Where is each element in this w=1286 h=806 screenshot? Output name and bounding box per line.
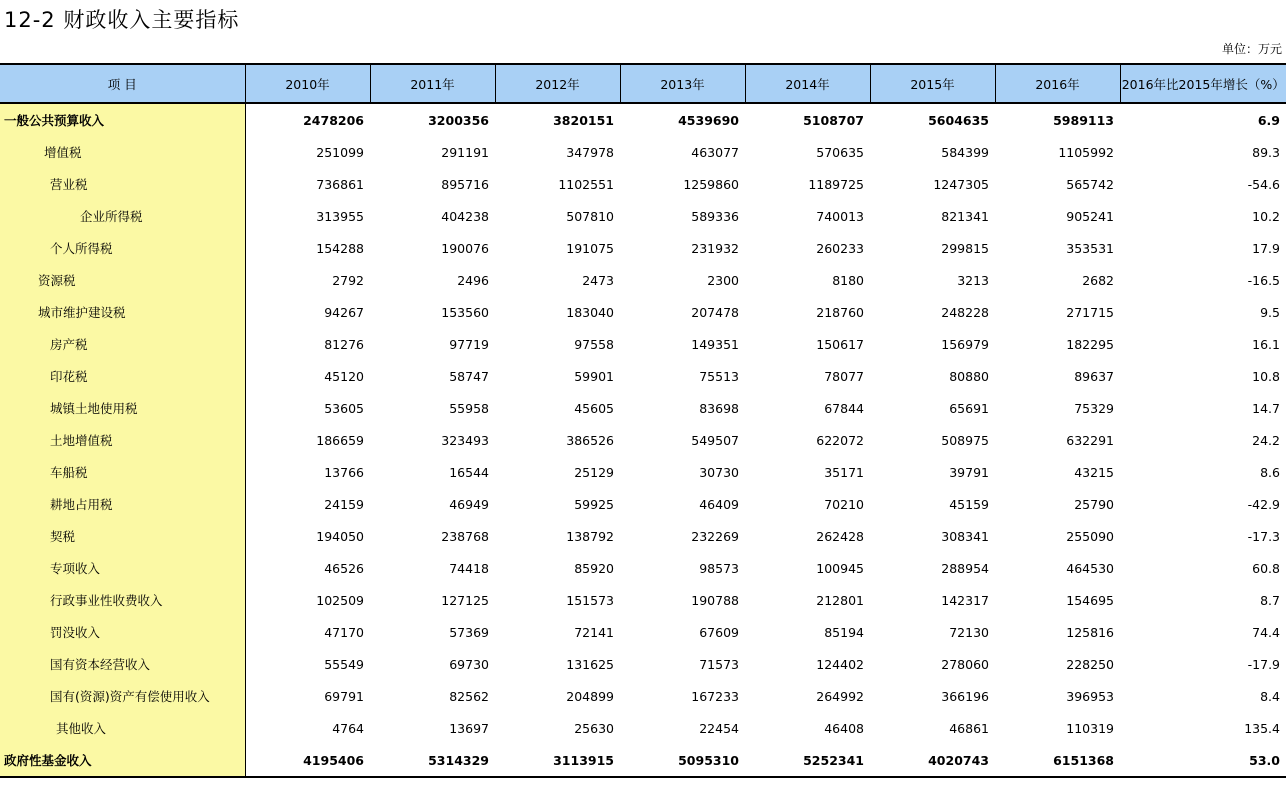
- row-label: 营业税: [50, 177, 88, 192]
- value-cell: 110319: [1066, 720, 1114, 736]
- header-row: [0, 64, 1286, 103]
- table-body: [0, 103, 1286, 777]
- header-2010: 2010年: [245, 64, 370, 103]
- growth-cell: 74.4: [1252, 624, 1280, 640]
- value-cell: 228250: [1066, 656, 1114, 672]
- value-cell: 55958: [449, 400, 489, 416]
- row-label: 企业所得税: [80, 209, 143, 224]
- value-cell: 194050: [316, 528, 364, 544]
- row-label-cell: [0, 616, 245, 648]
- value-cell: 507810: [566, 208, 614, 224]
- table-row: [0, 680, 1286, 712]
- value-cell: 183040: [566, 304, 614, 320]
- value-cell: 3820151: [553, 112, 614, 128]
- value-cell: 251099: [316, 144, 364, 160]
- value-cell: 13697: [449, 720, 489, 736]
- row-label-cell: [0, 552, 245, 584]
- value-cell: 190788: [691, 592, 739, 608]
- value-cell: 43215: [1074, 464, 1114, 480]
- value-cell: 278060: [941, 656, 989, 672]
- value-cell: 82562: [449, 688, 489, 704]
- value-cell: 22454: [699, 720, 739, 736]
- growth-cell: 10.2: [1252, 208, 1280, 224]
- value-cell: 299815: [941, 240, 989, 256]
- value-cell: 47170: [324, 624, 364, 640]
- value-cell: 30730: [699, 464, 739, 480]
- value-cell: 191075: [566, 240, 614, 256]
- value-cell: 5095310: [620, 744, 745, 777]
- value-cell: 142317: [941, 592, 989, 608]
- value-cell: 190076: [441, 240, 489, 256]
- value-cell: 35171: [824, 464, 864, 480]
- value-cell: 89637: [1074, 368, 1114, 384]
- value-cell: 736861: [316, 176, 364, 192]
- value-cell: 154288: [316, 240, 364, 256]
- value-cell: 212801: [816, 592, 864, 608]
- row-label: 城市维护建设税: [38, 305, 126, 320]
- value-cell: 78077: [824, 368, 864, 384]
- value-cell: 83698: [699, 400, 739, 416]
- value-cell: 138792: [566, 528, 614, 544]
- value-cell: 463077: [691, 144, 739, 160]
- value-cell: 2300: [707, 272, 739, 288]
- value-cell: 39791: [949, 464, 989, 480]
- growth-cell: 6.9: [1257, 112, 1280, 128]
- value-cell: 895716: [441, 176, 489, 192]
- row-label: 增值税: [44, 145, 82, 160]
- growth-cell: 60.8: [1252, 560, 1280, 576]
- row-label-cell: [0, 232, 245, 264]
- value-cell: 1259860: [683, 176, 739, 192]
- value-cell: 5989113: [1053, 112, 1114, 128]
- value-cell: 100945: [816, 560, 864, 576]
- value-cell: 70210: [824, 496, 864, 512]
- value-cell: 3200356: [428, 112, 489, 128]
- growth-cell: 89.3: [1252, 144, 1280, 160]
- header-2015: 2015年: [870, 64, 995, 103]
- header-2013: 2013年: [620, 64, 745, 103]
- value-cell: 46861: [949, 720, 989, 736]
- value-cell: 1102551: [558, 176, 614, 192]
- row-label: 罚没收入: [50, 625, 101, 640]
- value-cell: 396953: [1066, 688, 1114, 704]
- value-cell: 81276: [324, 336, 364, 352]
- value-cell: 94267: [324, 304, 364, 320]
- table-row: [0, 168, 1286, 200]
- table-row: [0, 424, 1286, 456]
- unit-label: 单位：万元: [1221, 42, 1282, 56]
- value-cell: 740013: [816, 208, 864, 224]
- table-row: [0, 328, 1286, 360]
- value-cell: 97558: [574, 336, 614, 352]
- header-2014: 2014年: [745, 64, 870, 103]
- value-cell: 102509: [316, 592, 364, 608]
- growth-cell: -17.9: [1247, 656, 1280, 672]
- value-cell: 25790: [1074, 496, 1114, 512]
- value-cell: 58747: [449, 368, 489, 384]
- value-cell: 16544: [449, 464, 489, 480]
- row-label: 其他收入: [56, 721, 107, 736]
- value-cell: 232269: [691, 528, 739, 544]
- header-2011: 2011年: [370, 64, 495, 103]
- value-cell: 46949: [449, 496, 489, 512]
- value-cell: 97719: [449, 336, 489, 352]
- value-cell: 45605: [574, 400, 614, 416]
- value-cell: 5252341: [745, 744, 870, 777]
- growth-cell: 8.7: [1260, 592, 1280, 608]
- value-cell: 549507: [691, 432, 739, 448]
- value-cell: 4539690: [678, 112, 739, 128]
- value-cell: 821341: [941, 208, 989, 224]
- value-cell: 5604635: [928, 112, 989, 128]
- table-row: [0, 488, 1286, 520]
- value-cell: 313955: [316, 208, 364, 224]
- table-row: [0, 360, 1286, 392]
- row-label: 耕地占用税: [50, 497, 113, 512]
- value-cell: 905241: [1066, 208, 1114, 224]
- value-cell: 24159: [324, 496, 364, 512]
- value-cell: 125816: [1066, 624, 1114, 640]
- row-label-cell: [0, 712, 245, 744]
- value-cell: 69791: [324, 688, 364, 704]
- growth-cell: 135.4: [1244, 720, 1280, 736]
- value-cell: 46526: [324, 560, 364, 576]
- value-cell: 25129: [574, 464, 614, 480]
- value-cell: 3113915: [495, 744, 620, 777]
- growth-cell: -54.6: [1247, 176, 1280, 192]
- row-label: 行政事业性收费收入: [50, 593, 163, 608]
- value-cell: 565742: [1066, 176, 1114, 192]
- value-cell: 150617: [816, 336, 864, 352]
- row-label-cell: [0, 744, 245, 777]
- table-row: [0, 744, 1286, 777]
- row-label-cell: [0, 488, 245, 520]
- value-cell: 5108707: [803, 112, 864, 128]
- row-label-cell: [0, 360, 245, 392]
- row-label: 土地增值税: [50, 433, 113, 448]
- value-cell: 156979: [941, 336, 989, 352]
- table-row: [0, 136, 1286, 168]
- header-2012: 2012年: [495, 64, 620, 103]
- value-cell: 464530: [1066, 560, 1114, 576]
- row-label: 专项收入: [50, 561, 101, 576]
- value-cell: 85920: [574, 560, 614, 576]
- row-label: 一般公共预算收入: [4, 113, 105, 128]
- value-cell: 622072: [816, 432, 864, 448]
- value-cell: 262428: [816, 528, 864, 544]
- fiscal-revenue-table: [0, 63, 1286, 778]
- row-label: 国有资本经营收入: [50, 657, 151, 672]
- growth-cell: 14.7: [1252, 400, 1280, 416]
- value-cell: 2473: [582, 272, 614, 288]
- value-cell: 124402: [816, 656, 864, 672]
- value-cell: 6151368: [995, 744, 1120, 777]
- row-label: 房产税: [50, 337, 88, 352]
- header-2016: 2016年: [995, 64, 1120, 103]
- growth-cell: 17.9: [1252, 240, 1280, 256]
- value-cell: 13766: [324, 464, 364, 480]
- value-cell: 85194: [824, 624, 864, 640]
- value-cell: 4764: [332, 720, 364, 736]
- row-label: 资源税: [38, 273, 76, 288]
- value-cell: 386526: [566, 432, 614, 448]
- value-cell: 204899: [566, 688, 614, 704]
- value-cell: 75329: [1074, 400, 1114, 416]
- growth-cell: -42.9: [1247, 496, 1280, 512]
- value-cell: 153560: [441, 304, 489, 320]
- value-cell: 1247305: [933, 176, 989, 192]
- table-row: [0, 616, 1286, 648]
- table-title: 12-2 财政收入主要指标: [4, 8, 240, 32]
- table-row: [0, 232, 1286, 264]
- growth-cell: 53.0: [1120, 744, 1286, 777]
- value-cell: 131625: [566, 656, 614, 672]
- value-cell: 5314329: [370, 744, 495, 777]
- value-cell: 323493: [441, 432, 489, 448]
- value-cell: 2792: [332, 272, 364, 288]
- value-cell: 4020743: [870, 744, 995, 777]
- row-label-cell: [0, 296, 245, 328]
- value-cell: 45120: [324, 368, 364, 384]
- value-cell: 59901: [574, 368, 614, 384]
- row-label-cell: [0, 456, 245, 488]
- value-cell: 291191: [441, 144, 489, 160]
- row-label-cell: [0, 200, 245, 232]
- value-cell: 3213: [957, 272, 989, 288]
- value-cell: 72130: [949, 624, 989, 640]
- value-cell: 53605: [324, 400, 364, 416]
- row-label: 契税: [50, 529, 76, 544]
- growth-cell: 24.2: [1252, 432, 1280, 448]
- value-cell: 271715: [1066, 304, 1114, 320]
- value-cell: 149351: [691, 336, 739, 352]
- value-cell: 167233: [691, 688, 739, 704]
- value-cell: 231932: [691, 240, 739, 256]
- value-cell: 67844: [824, 400, 864, 416]
- growth-cell: -16.5: [1247, 272, 1280, 288]
- value-cell: 65691: [949, 400, 989, 416]
- value-cell: 288954: [941, 560, 989, 576]
- row-label-cell: [0, 103, 245, 136]
- growth-cell: 8.4: [1260, 688, 1280, 704]
- table-row: [0, 296, 1286, 328]
- value-cell: 2478206: [303, 112, 364, 128]
- table-row: [0, 712, 1286, 744]
- value-cell: 2682: [1082, 272, 1114, 288]
- table-row: [0, 648, 1286, 680]
- row-label: 印花税: [50, 369, 88, 384]
- value-cell: 186659: [316, 432, 364, 448]
- value-cell: 55549: [324, 656, 364, 672]
- value-cell: 57369: [449, 624, 489, 640]
- value-cell: 25630: [574, 720, 614, 736]
- value-cell: 366196: [941, 688, 989, 704]
- table-row: [0, 552, 1286, 584]
- row-label: 政府性基金收入: [4, 753, 92, 768]
- row-label: 城镇土地使用税: [50, 401, 138, 416]
- value-cell: 264992: [816, 688, 864, 704]
- row-label-cell: [0, 680, 245, 712]
- value-cell: 589336: [691, 208, 739, 224]
- value-cell: 1189725: [808, 176, 864, 192]
- value-cell: 154695: [1066, 592, 1114, 608]
- header-growth: 2016年比2015年增长（%）: [1120, 64, 1286, 103]
- value-cell: 2496: [457, 272, 489, 288]
- growth-cell: -17.3: [1247, 528, 1280, 544]
- value-cell: 151573: [566, 592, 614, 608]
- value-cell: 69730: [449, 656, 489, 672]
- value-cell: 632291: [1066, 432, 1114, 448]
- value-cell: 75513: [699, 368, 739, 384]
- value-cell: 260233: [816, 240, 864, 256]
- table-row: [0, 584, 1286, 616]
- row-label: 车船税: [50, 465, 88, 480]
- value-cell: 98573: [699, 560, 739, 576]
- value-cell: 248228: [941, 304, 989, 320]
- row-label-cell: [0, 520, 245, 552]
- value-cell: 508975: [941, 432, 989, 448]
- value-cell: 67609: [699, 624, 739, 640]
- value-cell: 347978: [566, 144, 614, 160]
- value-cell: 584399: [941, 144, 989, 160]
- growth-cell: 9.5: [1260, 304, 1280, 320]
- row-label-cell: [0, 136, 245, 168]
- table-row: [0, 520, 1286, 552]
- value-cell: 8180: [832, 272, 864, 288]
- table-row: [0, 392, 1286, 424]
- value-cell: 207478: [691, 304, 739, 320]
- row-label-cell: [0, 392, 245, 424]
- row-label-cell: [0, 648, 245, 680]
- table-row: [0, 264, 1286, 296]
- row-label: 国有(资源)资产有偿使用收入: [50, 689, 210, 704]
- value-cell: 74418: [449, 560, 489, 576]
- value-cell: 570635: [816, 144, 864, 160]
- value-cell: 45159: [949, 496, 989, 512]
- value-cell: 46409: [699, 496, 739, 512]
- row-label-cell: [0, 584, 245, 616]
- growth-cell: 8.6: [1260, 464, 1280, 480]
- growth-cell: 16.1: [1252, 336, 1280, 352]
- value-cell: 72141: [574, 624, 614, 640]
- value-cell: 4195406: [245, 744, 370, 777]
- value-cell: 80880: [949, 368, 989, 384]
- growth-cell: 10.8: [1252, 368, 1280, 384]
- value-cell: 255090: [1066, 528, 1114, 544]
- row-label-cell: [0, 328, 245, 360]
- value-cell: 127125: [441, 592, 489, 608]
- header-item: 项 目: [0, 64, 245, 103]
- value-cell: 71573: [699, 656, 739, 672]
- value-cell: 404238: [441, 208, 489, 224]
- value-cell: 218760: [816, 304, 864, 320]
- row-label: 个人所得税: [50, 241, 113, 256]
- value-cell: 59925: [574, 496, 614, 512]
- row-label-cell: [0, 264, 245, 296]
- row-label-cell: [0, 424, 245, 456]
- value-cell: 353531: [1066, 240, 1114, 256]
- value-cell: 238768: [441, 528, 489, 544]
- table-row: [0, 200, 1286, 232]
- value-cell: 1105992: [1058, 144, 1114, 160]
- table-row: [0, 103, 1286, 136]
- value-cell: 46408: [824, 720, 864, 736]
- value-cell: 182295: [1066, 336, 1114, 352]
- value-cell: 308341: [941, 528, 989, 544]
- table-row: [0, 456, 1286, 488]
- row-label-cell: [0, 168, 245, 200]
